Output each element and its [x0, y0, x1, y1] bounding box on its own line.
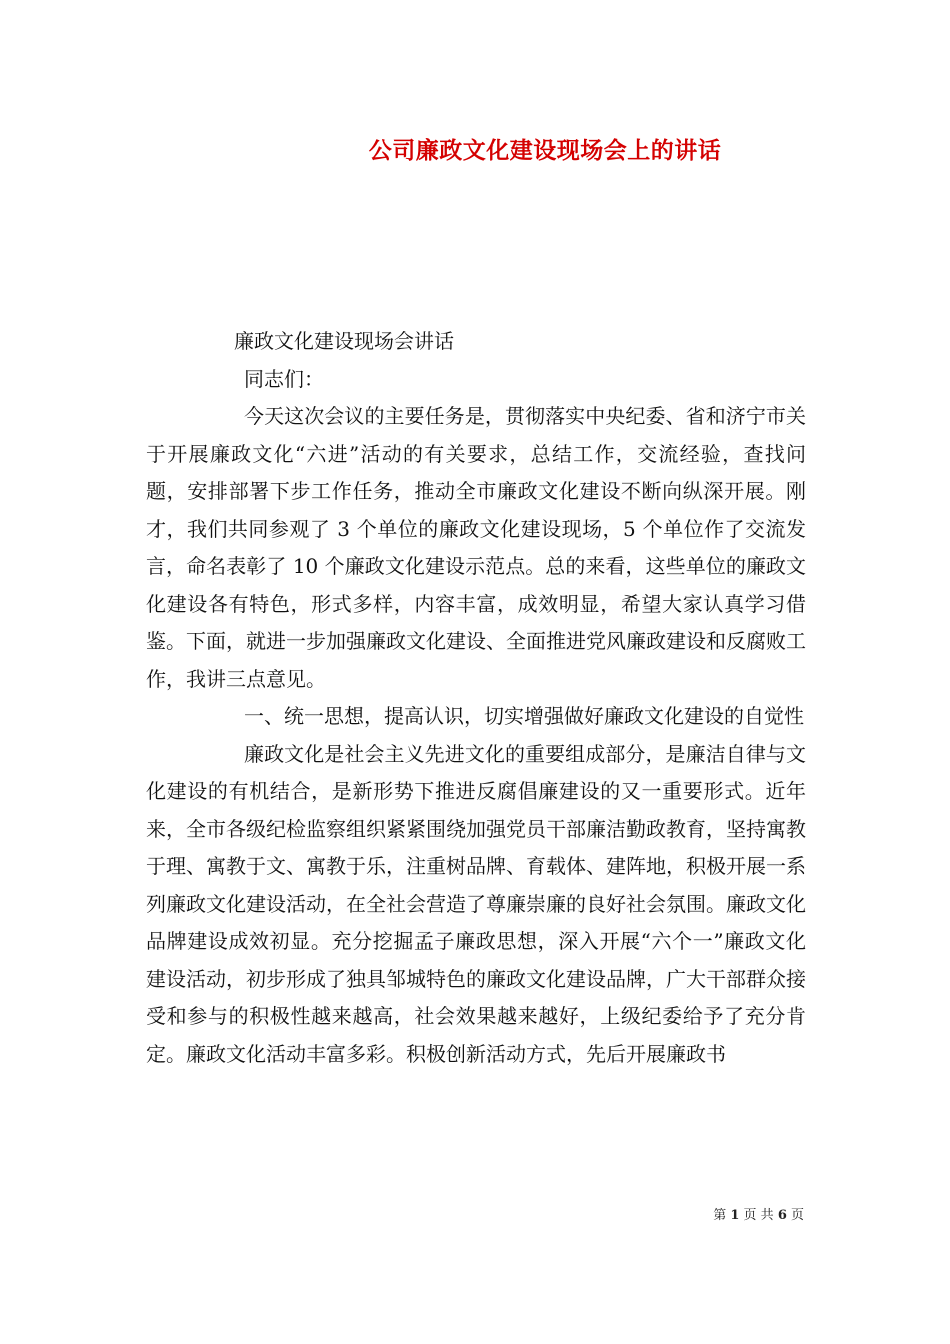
page-number-suffix: 页 [786, 1208, 804, 1223]
page-number [713, 1204, 804, 1223]
page-number-middle: 页 共 [739, 1208, 778, 1223]
document-body [146, 323, 806, 1073]
paragraph-section-1: 廉政文化是社会主义先进文化的重要组成部分，是廉洁自律与文化建设的有机结合，是新形势下推进反腐倡廉建设的又一重要形式。近年来，全市各级纪检监察组织紧紧围绕加强党员干部廉洁勤政教育，坚持寓教于理、寓教于文、寓教于乐，注重树品牌、育载体、建阵地，积极开展一系列廉政文化建设活动，在全社会营造了尊廉崇廉的良好社会氛围。廉政文化品牌建设成效初显。充分挖掘孟子廉政思想，深入开展“六个一”廉政文化建设活动，初步形成了独具邹城特色的廉政文化建设品牌，广大干部群众接受和参与的积极性越来越高，社会效果越来越好，上级纪委给予了充分肯定。廉政文化活动丰富多彩。积极创新活动方式，先后开展廉政书 [146, 741, 806, 1066]
paragraph-intro: 今天这次会议的主要任务是，贯彻落实中央纪委、省和济宁市关于开展廉政文化“六进”活动的有关要求，总结工作，交流经验，查找问题，安排部署下步工作任务，推动全市廉政文化建设不断向纵深开展。刚才，我们共同参观了 3 个单位的廉政文化建设现场，5 个单位作了交流发言，命名表彰了 10 个廉政文化建设示范点。总的来看，这些单位的廉政文化建设各有特色，形式多样，内容丰富，成效明显，希望大家认真学习借鉴。下面，就进一步加强廉政文化建设、全面推进党风廉政建设和反腐败工作，我讲三点意见。 [146, 404, 806, 691]
document-title: 公司廉政文化建设现场会上的讲话 [368, 137, 722, 164]
current-page: 1 [730, 1208, 740, 1223]
total-pages: 6 [777, 1208, 787, 1223]
speech-subtitle: 廉政文化建设现场会讲话 [234, 329, 454, 353]
greeting: 同志们： [244, 366, 324, 391]
section-heading-1: 一、统一思想，提高认识，切实增强做好廉政文化建设的自觉性 [244, 704, 804, 728]
page-number-prefix: 第 [713, 1208, 731, 1223]
